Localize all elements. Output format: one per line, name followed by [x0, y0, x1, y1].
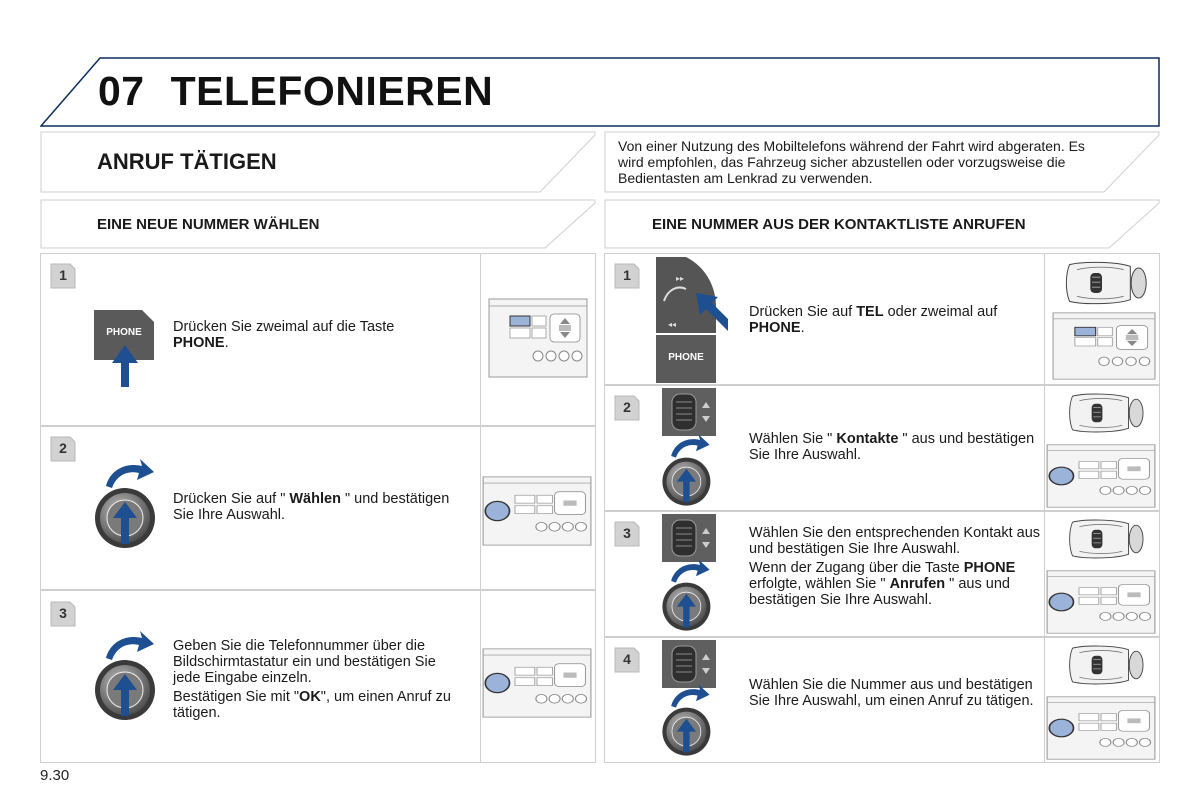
section-title: ANRUF TÄTIGEN — [97, 149, 277, 174]
right-column-title: EINE NUMMER AUS DER KONTAKTLISTE ANRUFEN — [652, 216, 1026, 233]
phone-button: PHONE — [656, 335, 716, 383]
steering-stalk-icon — [1062, 642, 1152, 688]
svg-text:▸▸: ▸▸ — [676, 274, 685, 283]
rotary-knob-icon — [92, 628, 162, 728]
chapter-title — [98, 68, 493, 115]
rotary-knob-icon — [656, 682, 720, 762]
safety-note: Von einer Nutzung des Mobiltelefons während der Fahrt wird abgeraten. Es wird empfohlen, das Fahrzeug sicher abzustellen oder vorzugsweise die Bedientasten am Lenkrad zu verwenden. — [618, 138, 1085, 186]
scroll-wheel-icon — [662, 388, 716, 436]
steering-stalk-icon — [1062, 258, 1152, 308]
steering-wheel-buttons-icon — [656, 257, 728, 333]
steering-stalk-icon — [1062, 516, 1152, 562]
step-number-badge: 2 — [48, 435, 76, 463]
radio-panel-icon — [488, 298, 588, 378]
press-arrow-icon — [112, 345, 138, 387]
rotary-knob-icon — [656, 432, 720, 512]
chapter-heading: TELEFONIEREN — [170, 68, 494, 114]
page-number: 9.30 — [40, 767, 70, 784]
step-instruction: Geben Sie die Telefonnummer über die Bildschirmtastatur ein und bestätigen Sie jede Eingabe einzeln. Bestätigen Sie mit "OK", um einen Anruf zu tätigen. — [173, 638, 451, 721]
step-instruction: Wählen Sie " Kontakte " aus und bestätigen Sie Ihre Auswahl. — [749, 431, 1035, 463]
scroll-wheel-icon — [662, 514, 716, 562]
radio-panel-icon — [1046, 570, 1156, 634]
radio-panel-icon — [1046, 696, 1156, 760]
svg-text:◂◂: ◂◂ — [668, 320, 677, 329]
step-number-badge: 1 — [48, 262, 76, 290]
step-number-badge: 1 — [612, 262, 640, 290]
step-instruction: Drücken Sie zweimal auf die Taste PHONE. — [173, 319, 395, 351]
scroll-wheel-icon — [662, 640, 716, 688]
rotary-knob-icon — [656, 557, 720, 637]
radio-panel-icon — [482, 648, 592, 718]
radio-panel-icon — [1052, 312, 1156, 380]
step-number-badge: 3 — [48, 600, 76, 628]
step-instruction: Wählen Sie die Nummer aus und bestätigen Sie Ihre Auswahl, um einen Anruf zu tätigen. — [749, 677, 1034, 709]
chapter-number: 07 — [98, 68, 145, 114]
step-instruction: Drücken Sie auf TEL oder zweimal auf PHONE. — [749, 304, 998, 336]
radio-panel-icon — [482, 476, 592, 546]
phone-button: PHONE — [94, 310, 154, 360]
left-column-title: EINE NEUE NUMMER WÄHLEN — [97, 216, 320, 233]
step-instruction: Drücken Sie auf " Wählen " und bestätigen Sie Ihre Auswahl. — [173, 491, 450, 523]
step-instruction: Wählen Sie den entsprechenden Kontakt aus und bestätigen Sie Ihre Auswahl. Wenn der Zugang über die Taste PHONE erfolgte, wählen Sie " Anrufen " aus und bestätigen Sie Ihre Auswahl. — [749, 525, 1041, 608]
step-number-badge: 3 — [612, 520, 640, 548]
step-number-badge: 4 — [612, 646, 640, 674]
step-number-badge: 2 — [612, 394, 640, 422]
rotary-knob-icon — [92, 456, 162, 556]
radio-panel-icon — [1046, 444, 1156, 508]
steering-stalk-icon — [1062, 390, 1152, 436]
